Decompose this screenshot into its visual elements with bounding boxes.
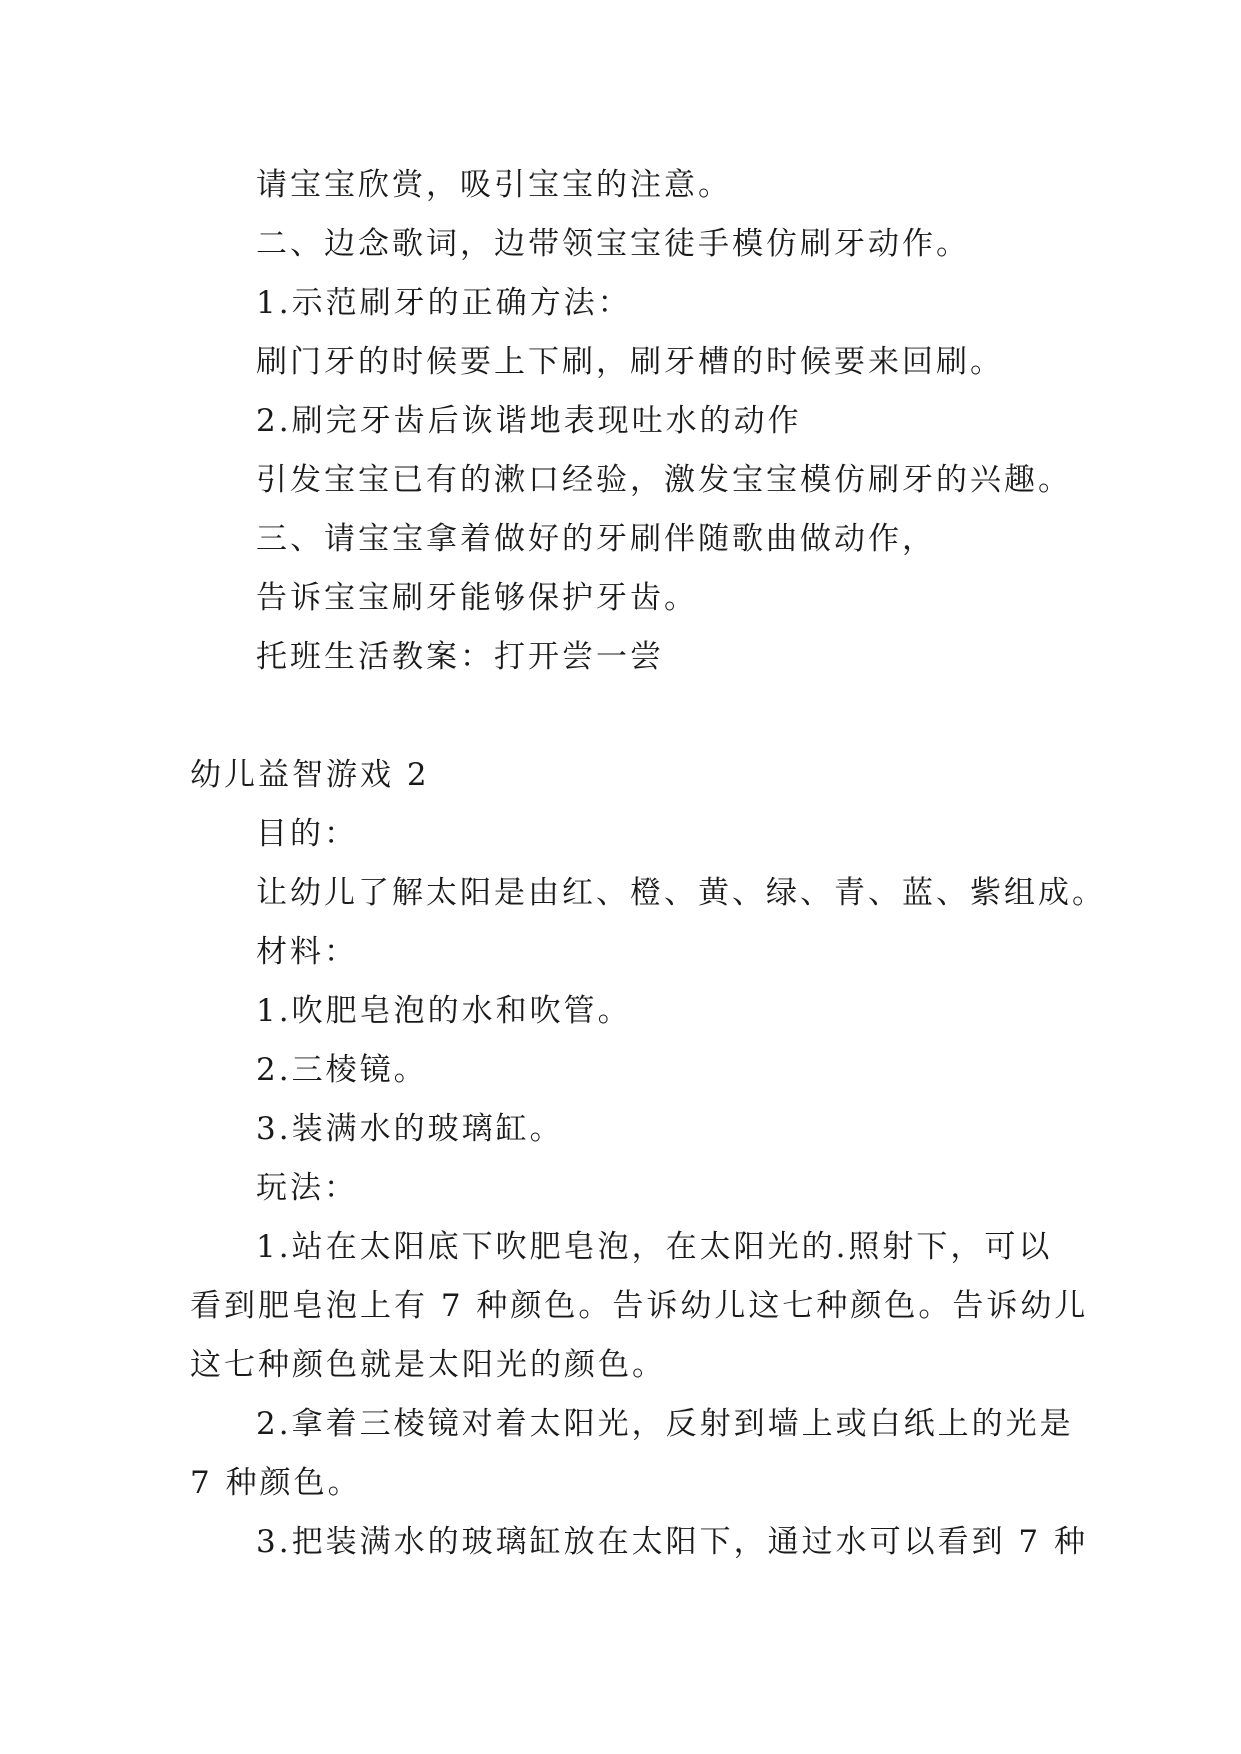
text-line: 玩法： [256,1170,358,1206]
paragraph-line: 2.拿着三棱镜对着太阳光，反射到墙上或白纸上的光是 [256,1406,1074,1442]
text-line: 1.吹肥皂泡的水和吹管。 [256,993,632,1029]
text-line: 引发宝宝已有的漱口经验，激发宝宝模仿刷牙的兴趣。 [256,462,1072,498]
text-line: 3.装满水的玻璃缸。 [256,1111,564,1147]
text-line: 二、边念歌词，边带领宝宝徒手模仿刷牙动作。 [256,226,970,262]
paragraph-line: 看到肥皂泡上有 7 种颜色。告诉幼儿这七种颜色。告诉幼儿 [190,1288,1089,1324]
text-line: 托班生活教案：打开尝一尝 [256,639,664,675]
text-line: 2.三棱镜。 [256,1052,428,1088]
section-heading: 幼儿益智游戏 2 [190,757,430,793]
paragraph-line: 这七种颜色就是太阳光的颜色。 [190,1347,666,1383]
text-line: 刷门牙的时候要上下刷，刷牙槽的时候要来回刷。 [256,344,1004,380]
text-line: 告诉宝宝刷牙能够保护牙齿。 [256,580,698,616]
paragraph-line: 1.站在太阳底下吹肥皂泡，在太阳光的.照射下，可以 [256,1229,1053,1265]
text-line: 请宝宝欣赏，吸引宝宝的注意。 [256,167,732,203]
text-line: 1.示范刷牙的正确方法： [256,285,632,321]
text-line: 让幼儿了解太阳是由红、橙、黄、绿、青、蓝、紫组成。 [256,875,1106,911]
text-line: 2.刷完牙齿后诙谐地表现吐水的动作 [256,403,802,439]
paragraph-line: 7 种颜色。 [190,1465,362,1501]
paragraph-line: 3.把装满水的玻璃缸放在太阳下，通过水可以看到 7 种 [256,1524,1089,1560]
text-line: 材料： [256,934,358,970]
text-line: 三、请宝宝拿着做好的牙刷伴随歌曲做动作， [256,521,936,557]
text-line: 目的： [256,816,358,852]
